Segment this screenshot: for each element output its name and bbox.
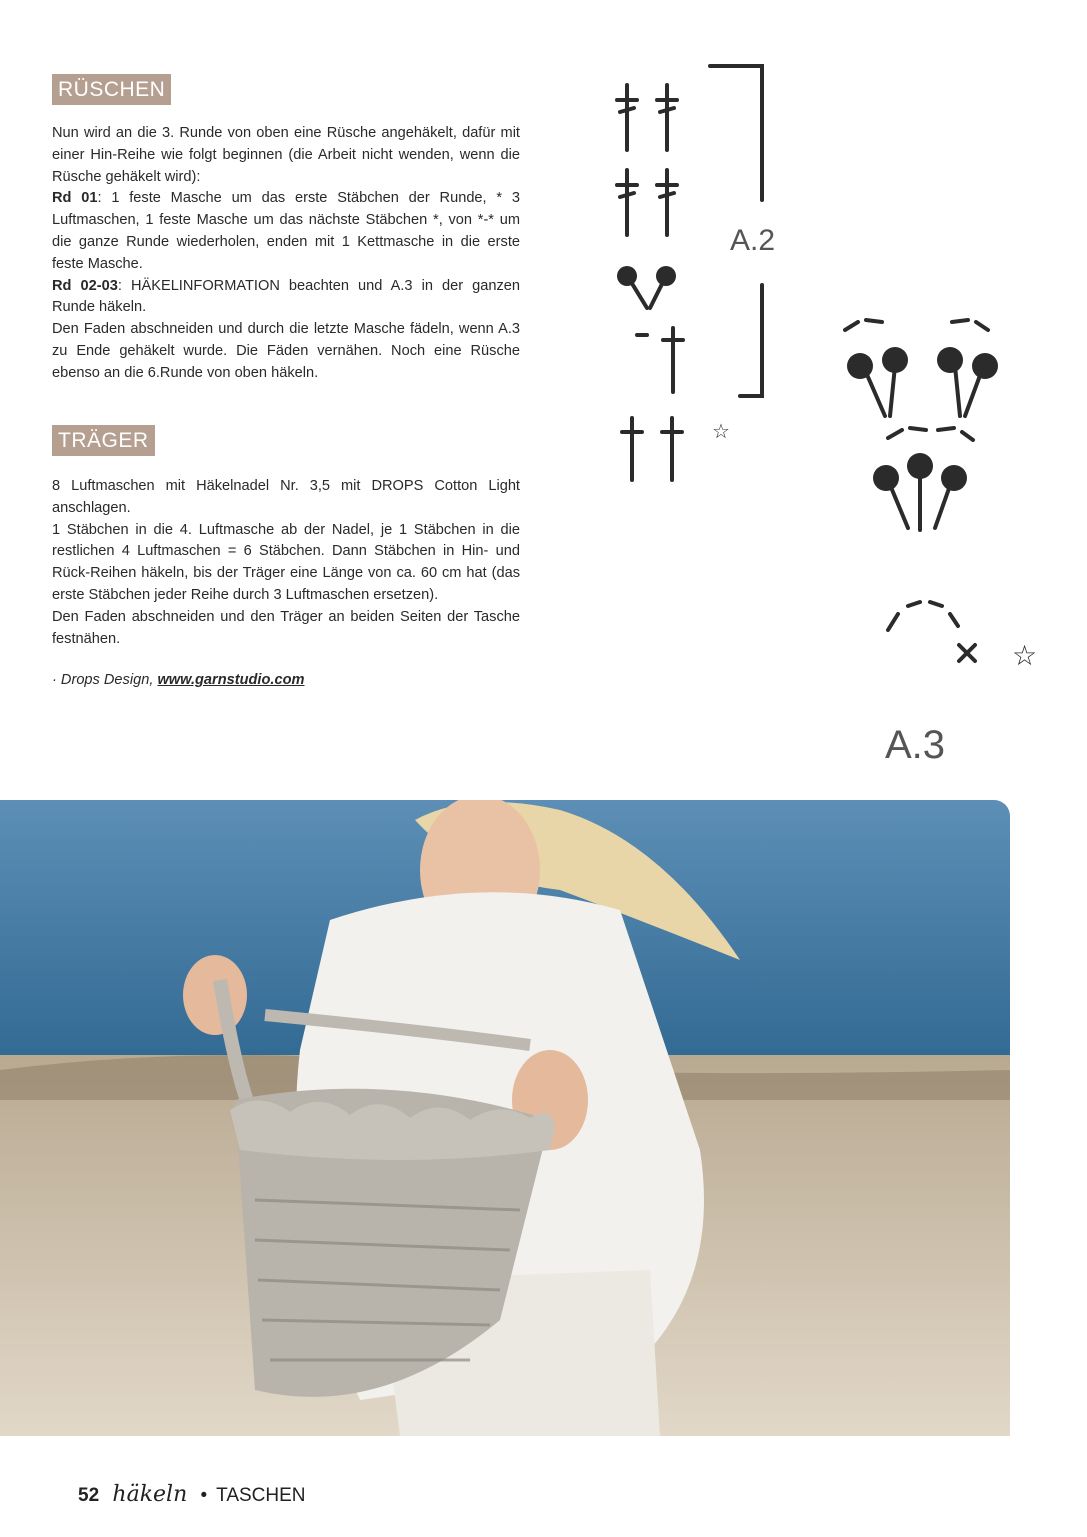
section-rueschen <box>52 74 520 385</box>
traeger-text <box>52 476 520 650</box>
traeger-p3: Den Faden abschneiden und den Träger an beiden Seiten der Tasche festnähen. <box>52 608 520 647</box>
rueschen-intro: Nun wird an die 3. Runde von oben eine Rüsche angehäkelt, dafür mit einer Hin-Reihe wie folgt beginnen (die Arbeit nicht wenden, wenn die Rüsche gehäkelt wird): <box>52 125 520 185</box>
rueschen-rd01: Rd 01: 1 feste Masche um das erste Stäbchen der Runde, * 3 Luftmaschen, 1 feste Masche um das nächste Stäbchen *, von *-* um die ganze Runde wiederholen, enden mit 1 Kettmasche in die erste feste Masche. <box>52 190 520 272</box>
star-icon: ☆ <box>1012 640 1038 671</box>
treble-stitch-icon <box>662 418 682 480</box>
rueschen-outro: Den Faden abschneiden und durch die letzte Masche fädeln, wenn A.3 zu Ende gehäkelt wurde. Die Fäden vernähen. Noch eine Rüsche ebenso an die 6.Runde von oben häkeln. <box>52 321 520 381</box>
treble-stitch-icon <box>617 85 637 150</box>
star-icon: ☆ <box>712 421 730 443</box>
separator: • <box>200 1485 208 1506</box>
section-name: TASCHEN <box>216 1485 306 1506</box>
a2-bracket <box>740 285 762 396</box>
treble-stitch-icon <box>637 328 683 392</box>
page-footer <box>78 1482 306 1507</box>
section-traeger <box>52 425 520 688</box>
treble-stitch-icon <box>657 85 677 150</box>
treble-stitch-icon <box>622 418 642 480</box>
crochet-diagrams <box>560 40 1060 780</box>
treble-stitch-icon <box>617 170 637 235</box>
treble-stitch-icon <box>657 170 677 235</box>
brand-logo: häkeln <box>112 1482 188 1507</box>
a3-label: A.3 <box>885 723 946 767</box>
garnstudio-link[interactable]: www.garnstudio.com <box>157 672 305 689</box>
a2-bracket <box>710 66 762 200</box>
a2-label: A.2 <box>730 224 776 257</box>
page-number: 52 <box>78 1485 100 1506</box>
section-heading: TRÄGER <box>52 425 155 456</box>
section-heading: RÜSCHEN <box>52 74 171 105</box>
rueschen-rd0203: Rd 02-03: HÄKELINFORMATION beachten und A.3 in der ganzen Runde häkeln. <box>52 277 521 316</box>
traeger-p2: 1 Stäbchen in die 4. Luftmasche ab der Nadel, je 1 Stäbchen in die restlichen 4 Luftmaschen = 6 Stäbchen. Dann Stäbchen in Hin- und Rück-Reihen häkeln, bis der Träger eine Länge von ca. 60 cm hat (das erste Stäbchen jeder Reihe durch 3 Luftmaschen ersetzen). <box>52 521 520 603</box>
rueschen-text <box>52 123 520 385</box>
traeger-p1: 8 Luftmaschen mit Häkelnadel Nr. 3,5 mit DROPS Cotton Light anschlagen. <box>52 478 520 516</box>
photo-illustration <box>0 800 1010 1436</box>
woman-with-crochet-bag-photo <box>0 800 1010 1436</box>
credit-line: · Drops Design, www.garnstudio.com <box>52 672 305 689</box>
